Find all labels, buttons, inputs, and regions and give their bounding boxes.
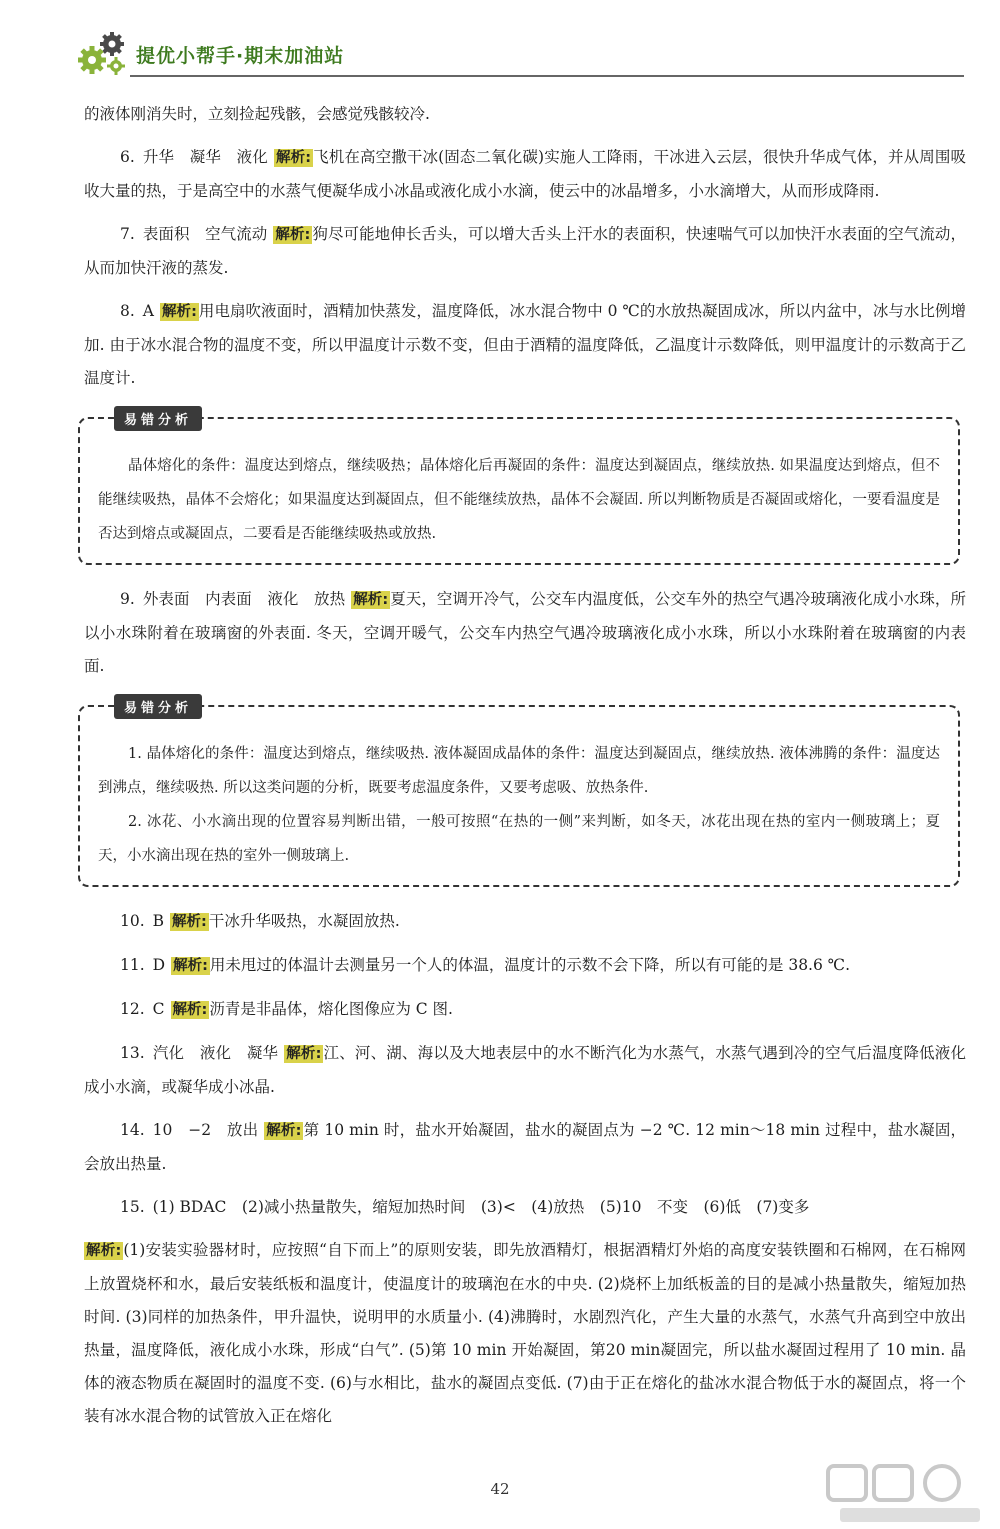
page-number: 42 [490, 1480, 510, 1498]
answer-content [84, 98, 966, 1443]
answer-item-6 [84, 141, 966, 208]
item-number: 6. [120, 148, 135, 166]
item-explanation: 用未甩过的体温计去测量另一个人的体温，温度计的示数不会下降，所以有可能的是 38.6 ℃. [209, 956, 851, 974]
item-number: 11. [120, 956, 145, 974]
answer-item-9 [84, 583, 966, 683]
answer-item-11 [84, 949, 966, 983]
error-analysis-box-1 [78, 413, 960, 565]
gears-icon [78, 32, 130, 76]
item-answer: 表面积 空气流动 [142, 225, 268, 243]
answer-item-14 [84, 1114, 966, 1181]
analysis-tag: 解析: [162, 304, 197, 320]
item-number: 13. [120, 1044, 145, 1062]
item-explanation: 沥青是非晶体，熔化图像应为 C 图. [209, 1000, 453, 1018]
item-number: 15. [120, 1198, 145, 1216]
analysis-tag: 解析: [86, 1243, 122, 1259]
analysis-tag: 解析: [275, 150, 311, 166]
item-answer: A [142, 302, 154, 320]
analysis-tag: 解析: [286, 1046, 322, 1062]
item-number: 10. [120, 912, 145, 930]
item-explanation: 用电扇吹液面时，酒精加快蒸发，温度降低，冰水混合物中 0 ℃的水放热凝固成冰，所以内盆中，冰与水比例增加. 由于冰水混合物的温度不变，所以甲温度计示数不变，但由于酒精的温度降低，乙温度计示数降低，则甲温度计的示数高于乙温度计. [84, 302, 966, 387]
page-header [78, 30, 964, 80]
header-rule [130, 75, 964, 77]
paragraph-continued: 的液体刚消失时，立刻捡起残骸，会感觉残骸较冷. [84, 105, 430, 123]
item-explanation: (1)安装实验器材时，应按照“自下而上”的原则安装，即先放酒精灯，根据酒精灯外焰的高度安装铁圈和石棉网，在石棉网上放置烧杯和水，最后安装纸板和温度计，使温度计的玻璃泡在水的中央. (2)烧杯上加纸板盖的目的是减小热量散失，缩短加热时间. (3)同样的加热条件，甲升温快，说明甲的水质量小. (4)沸腾时，水剧烈汽化，产生大量的水蒸气，水蒸气升高到空中放出热量，温度降低，液化成小水珠，形成“白气”. (5)第 10 min 开始凝固，第20 min凝固完，所以盐水凝固过程用了 10 min. 晶体的液态物质在凝固时的温度不变. (6)与水相比，盐水的凝固点变低. (7)由于正在熔化的盐冰水混合物低于水的凝固点，将一个装有冰水混合物的试管放入正在熔化 [84, 1241, 966, 1425]
answer-item-8 [84, 295, 966, 395]
item-answer: 汽化 液化 凝华 [152, 1044, 279, 1062]
item-answer: (1) BDAC (2)减小热量散失，缩短加热时间 (3)< (4)放热 (5)10 不变 (6)低 (7)变多 [152, 1198, 810, 1216]
watermark-logo [820, 1462, 990, 1526]
item-explanation: 第 10 min 时，盐水开始凝固，盐水的凝固点为 −2 ℃. 12 min～18 min 过程中，盐水凝固，会放出热量. [84, 1121, 966, 1173]
item-explanation: 飞机在高空撒干冰(固态二氧化碳)实施人工降雨，干冰进入云层，很快升华成气体，并从周围吸收大量的热，于是高空中的水蒸气便凝华成小冰晶或液化成小水滴，使云中的冰晶增多，小水滴增大，从而形成降雨. [84, 148, 966, 200]
item-explanation: 狗尽可能地伸长舌头，可以增大舌头上汗水的表面积，快速喘气可以加快汗水表面的空气流动，从而加快汗液的蒸发. [84, 225, 966, 277]
error-analysis-box-2 [78, 701, 960, 887]
item-number: 14. [120, 1121, 145, 1139]
answer-item-7 [84, 218, 966, 285]
box-paragraph: 晶体熔化的条件：温度达到熔点，继续吸热；晶体熔化后再凝固的条件：温度达到凝固点，继续放热. 如果温度达到熔点，但不能继续吸热，晶体不会熔化；如果温度达到凝固点，但不能继续放热，晶体不会凝固. 所以判断物质是否凝固或熔化，一要看温度是否达到熔点或凝固点，二要看是否能继续吸热或放热. [98, 458, 940, 542]
item-number: 8. [120, 302, 135, 320]
item-answer: 升华 凝华 液化 [142, 148, 268, 166]
answer-item-15 [84, 1191, 966, 1224]
analysis-tag: 解析: [172, 914, 207, 930]
error-analysis-tag: 易错分析 [114, 694, 202, 719]
box-paragraph-1: 1. 晶体熔化的条件：温度达到熔点，继续吸热. 液体凝固成晶体的条件：温度达到凝固点，继续放热. 液体沸腾的条件：温度达到沸点，继续吸热. 所以这类问题的分析，既要考虑温度条件，又要考虑吸、放热条件. [98, 746, 940, 796]
item-number: 9. [120, 590, 135, 608]
analysis-tag: 解析: [172, 1002, 208, 1018]
error-analysis-tag: 易错分析 [114, 406, 202, 431]
answer-item-15-analysis [84, 1234, 966, 1433]
answer-item-10 [84, 905, 966, 939]
box-paragraph-2: 2. 冰花、小水滴出现的位置容易判断出错，一般可按照“在热的一侧”来判断，如冬天，冰花出现在热的室内一侧玻璃上；夏天，小水滴出现在热的室外一侧玻璃上. [98, 814, 940, 864]
analysis-tag: 解析: [173, 958, 208, 974]
item-explanation: 江、河、湖、海以及大地表层中的水不断汽化为水蒸气，水蒸气遇到冷的空气后温度降低液化成小水滴，或凝华成小冰晶. [84, 1044, 966, 1096]
analysis-tag: 解析: [266, 1123, 302, 1139]
item-explanation: 干冰升华吸热，水凝固放热. [208, 912, 400, 930]
item-answer: D [152, 956, 166, 974]
item-number: 12. [120, 1000, 145, 1018]
answer-item-12 [84, 993, 966, 1027]
item-number: 7. [120, 225, 135, 243]
item-answer: C [152, 1000, 165, 1018]
item-explanation: 夏天，空调开冷气，公交车内温度低，公交车外的热空气遇冷玻璃液化成小水珠，所以小水珠附着在玻璃窗的外表面. 冬天，空调开暖气，公交车内热空气遇冷玻璃液化成小水珠，所以小水珠附着在玻璃窗的内表面. [84, 590, 966, 675]
header-title: 提优小帮手·期末加油站 [136, 45, 345, 67]
item-answer: 外表面 内表面 液化 放热 [142, 590, 346, 608]
answer-item-13 [84, 1037, 966, 1104]
item-answer: 10 −2 放出 [152, 1121, 259, 1139]
analysis-tag: 解析: [275, 227, 311, 243]
analysis-tag: 解析: [353, 592, 389, 608]
item-answer: B [152, 912, 165, 930]
